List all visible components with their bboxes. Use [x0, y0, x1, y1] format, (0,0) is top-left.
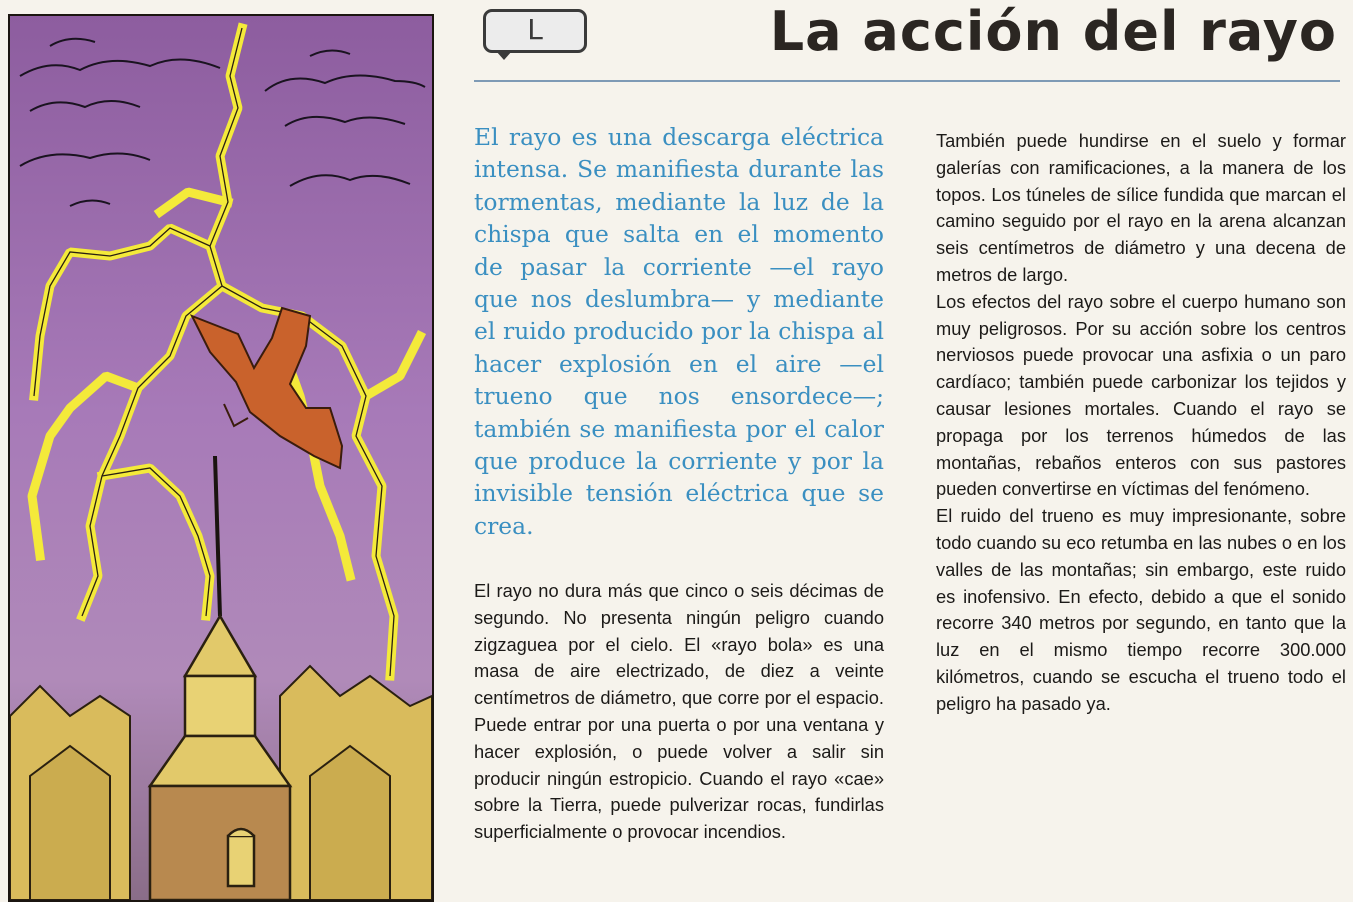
body-paragraph: También puede hundirse en el suelo y formar galerías con ramificaciones, a la manera de los topos. Los túneles de sílice fundida que marcan el camino seguido por el rayo en la arena alcanzan seis centímetros de diámetro y una decena de metros de largo. — [936, 130, 1346, 285]
left-text-column — [474, 578, 884, 846]
title-divider — [474, 80, 1340, 82]
page-title: La acción del rayo — [769, 0, 1337, 63]
body-paragraph: El rayo no dura más que cinco o seis décimas de segundo. No presenta ningún peligro cuando zigzaguea por el cielo. El «rayo bola» es una masa de aire electrizado, de diez a veinte centímetros de diámetro, que corre por el espacio. Puede entrar por una puerta o por una ventana y hacer explosión, o puede volver a salir sin producir ningún estropicio. Cuando el rayo «cae» sobre la Tierra, puede pulverizar rocas, fundirlas superficialmente o provocar incendios. — [474, 580, 884, 843]
intro-paragraph: El rayo es una descarga eléctrica intensa. Se manifiesta durante las tormentas, mediante la luz de la chispa que salta en el momento de pasar la corriente —el rayo que nos deslumbra— y mediante el ruido producido por la chispa al hacer explosión en el aire —el trueno que nos ensordece—; también se manifiesta por el calor que produce la corriente y por la invisible tensión eléctrica que se crea. — [474, 123, 884, 540]
body-paragraph: Los efectos del rayo sobre el cuerpo humano son muy peligrosos. Por su acción sobre los centros nerviosos puede provocar una asfixia o un paro cardíaco; también puede carbonizar los tejidos y causar lesiones mortales. Cuando el rayo se propaga por los terrenos húmedos de las montañas, rebaños enteros con sus pastores pueden convertirse en víctimas del fenómeno. — [936, 290, 1346, 500]
body-paragraph: El ruido del trueno es muy impresionante, sobre todo cuando su eco retumba en las nubes o en los valles de las montañas; sin embargo, este ruido es inofensivo. En efecto, debido a que el sonido recorre 340 metros por segundo, en tanto que la luz en el mismo tiempo recorre 300.000 kilómetros, cuando se escucha el trueno todo el peligro ha pasado ya. — [936, 505, 1346, 714]
storm-illustration — [8, 14, 434, 902]
right-text-column — [936, 128, 1346, 718]
section-badge: L — [483, 9, 587, 53]
